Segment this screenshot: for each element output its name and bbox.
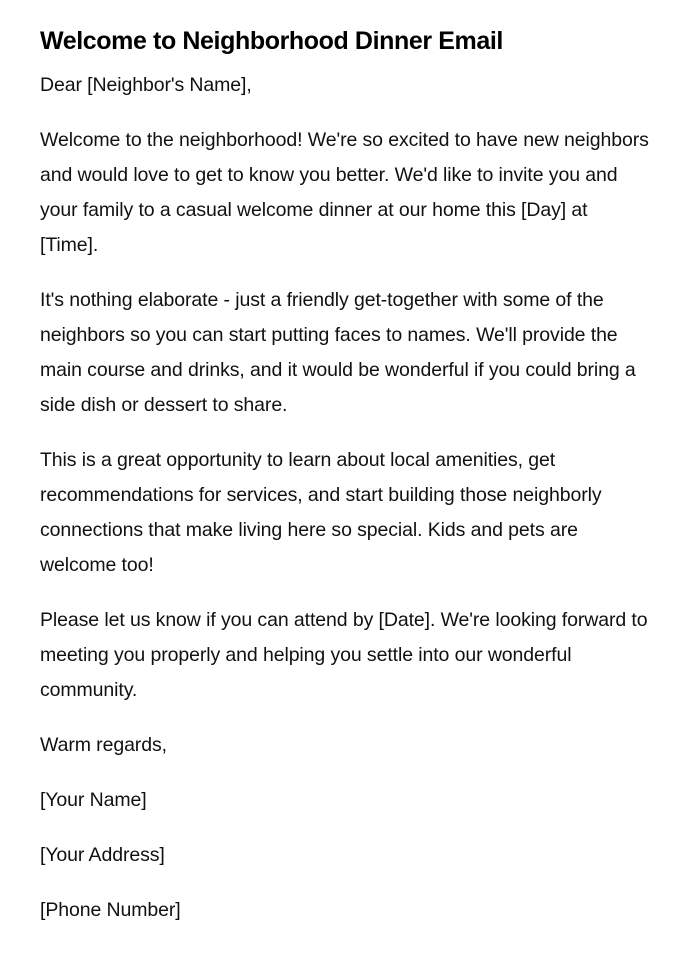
body-paragraph-3: This is a great opportunity to learn about local amenities, get recommendations for services, and start building those neighborly connections that make living here so special. Kids and pets are welcome too! [40, 449, 602, 576]
document-title: Welcome to Neighborhood Dinner Email [40, 27, 503, 55]
signature-address: [Your Address] [40, 844, 165, 866]
body-paragraph-4: Please let us know if you can attend by [Date]. We're looking forward to meeting you properly and helping you settle into our wonderful community. [40, 609, 648, 701]
signature-phone: [Phone Number] [40, 899, 181, 921]
salutation: Dear [Neighbor's Name], [40, 74, 252, 96]
body-paragraph-2: It's nothing elaborate - just a friendly get-together with some of the neighbors so you can start putting faces to names. We'll provide the main course and drinks, and it would be wonderful if you could bring a side dish or dessert to share. [40, 289, 636, 416]
signature-name: [Your Name] [40, 789, 147, 811]
closing: Warm regards, [40, 734, 167, 756]
body-paragraph-1: Welcome to the neighborhood! We're so excited to have new neighbors and would love to get to know you better. We'd like to invite you and your family to a casual welcome dinner at our home this [Day] at [Time]. [40, 129, 649, 256]
email-document [40, 24, 650, 948]
